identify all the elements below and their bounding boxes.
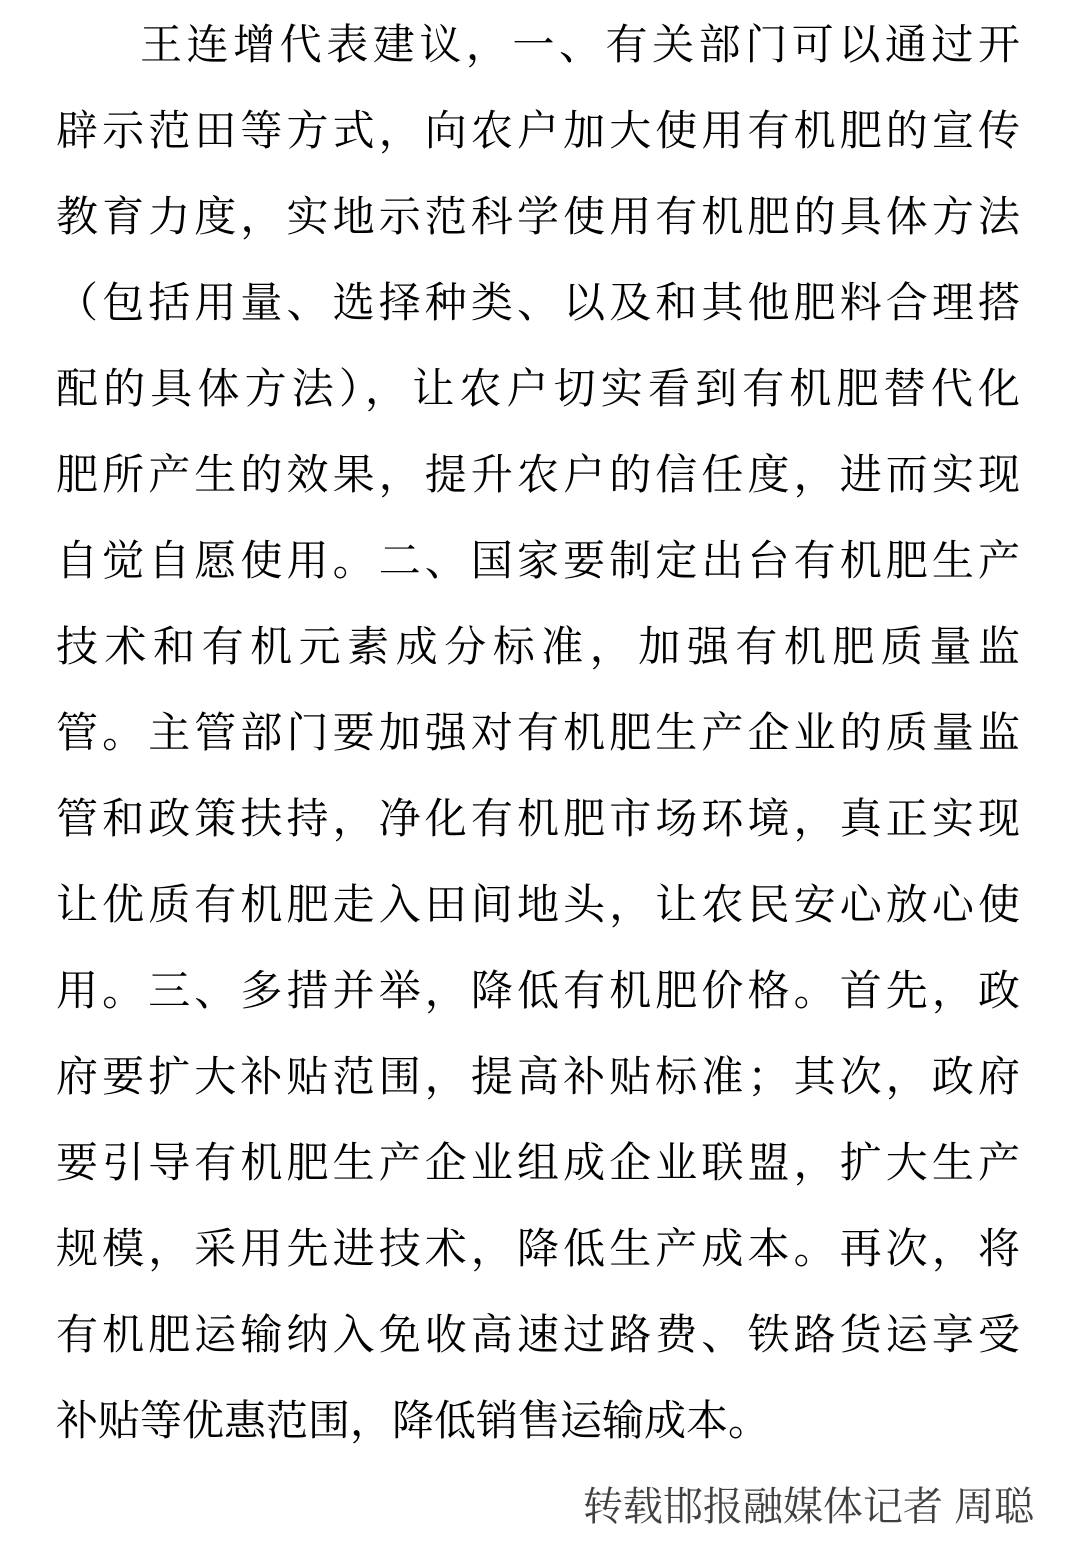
paragraph-line: 补贴等优惠范围，降低销售运输成本。	[56, 1397, 771, 1444]
paragraph-line: 规模，采用先进技术，降低生产成本。再次，将	[56, 1225, 1020, 1272]
paragraph-line: 要引导有机肥生产企业组成企业联盟，扩大生产	[56, 1139, 1020, 1186]
paragraph-line: 自觉自愿使用。二、国家要制定出台有机肥生产	[56, 537, 1020, 584]
paragraph-line: 管。主管部门要加强对有机肥生产企业的质量监	[56, 709, 1020, 756]
paragraph-line: 技术和有机元素成分标准，加强有机肥质量监	[56, 623, 1020, 670]
paragraph-line: 用。三、多措并举，降低有机肥价格。首先，政	[56, 967, 1020, 1014]
paragraph-line: 让优质有机肥走入田间地头，让农民安心放心使	[56, 881, 1020, 928]
paragraph-line: 有机肥运输纳入免收高速过路费、铁路货运享受	[56, 1311, 1020, 1358]
paragraph-line: 教育力度，实地示范科学使用有机肥的具体方法	[56, 193, 1020, 240]
paragraph-line: 配的具体方法），让农户切实看到有机肥替代化	[56, 365, 1020, 412]
paragraph-line: 辟示范田等方式，向农户加大使用有机肥的宣传	[56, 107, 1020, 154]
paragraph-line: 肥所产生的效果，提升农户的信任度，进而实现	[56, 451, 1020, 498]
paragraph-line: （包括用量、选择种类、以及和其他肥料合理搭	[56, 279, 1020, 326]
paragraph-line: 管和政策扶持，净化有机肥市场环境，真正实现	[56, 795, 1020, 842]
paragraph	[56, 2, 1020, 1464]
attribution-byline: 转载邯报融媒体记者 周聪	[582, 1485, 1034, 1529]
paragraph-line: 王连增代表建议，一、有关部门可以通过开	[140, 21, 1020, 68]
paragraph-line: 府要扩大补贴范围，提高补贴标准；其次，政府	[56, 1053, 1020, 1100]
